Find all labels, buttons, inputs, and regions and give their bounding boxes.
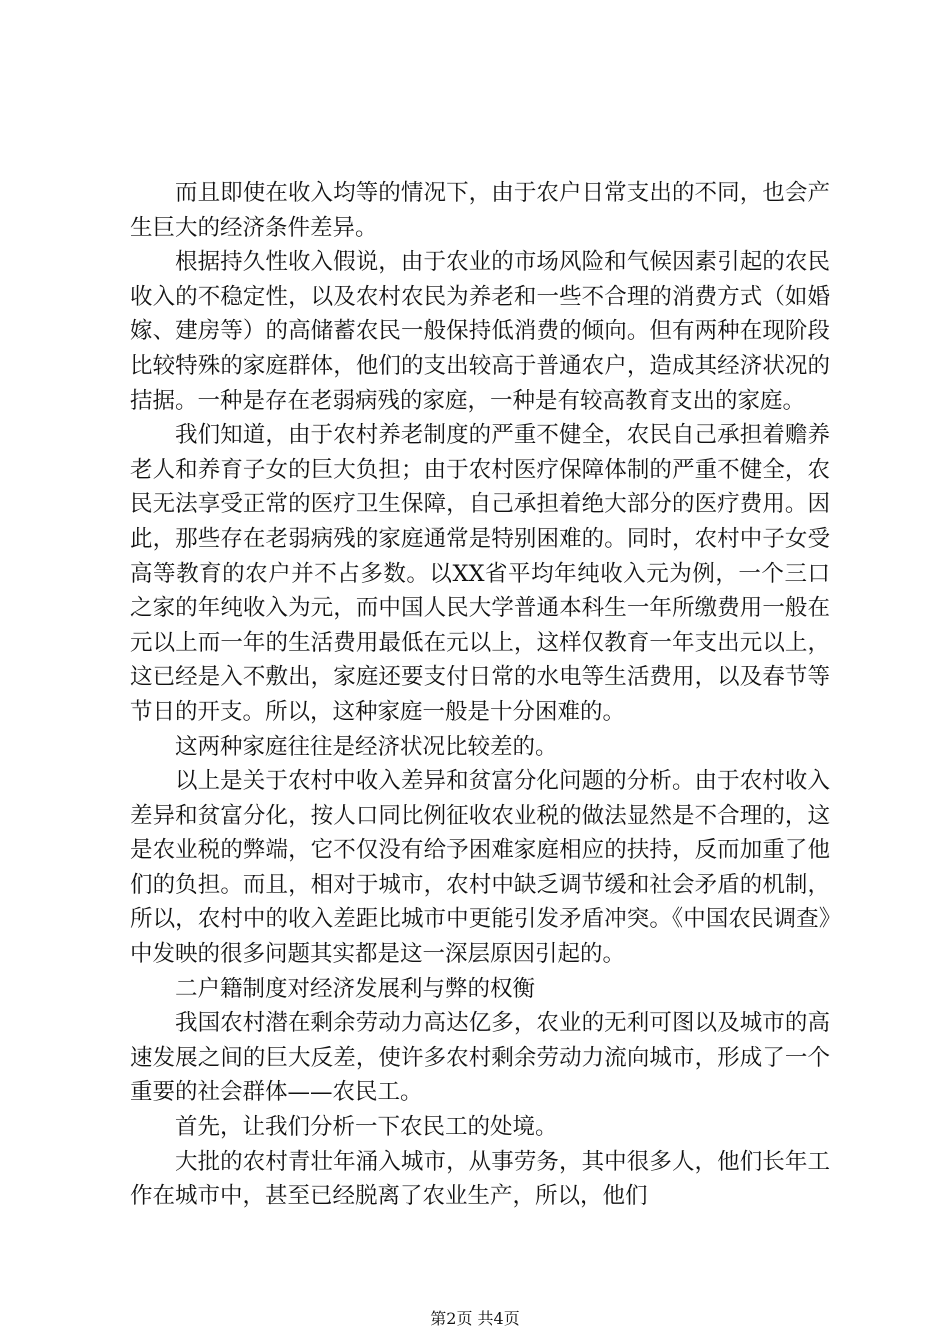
paragraph: 根据持久性收入假说，由于农业的市场风险和气候因素引起的农民收入的不稳定性，以及农村农民为养老和一些不合理的消费方式（如婚嫁、建房等）的高储蓄农民一般保持低消费的倾向。但有两种在现阶段比较特殊的家庭群体，他们的支出较高于普通农户，造成其经济状况的拮据。一种是存在老弱病残的家庭，一种是有较高教育支出的家庭。 xyxy=(130,249,830,414)
paragraph: 而且即使在收入均等的情况下，由于农户日常支出的不同，也会产生巨大的经济条件差异。 xyxy=(130,180,830,241)
document-body xyxy=(130,176,830,1214)
paragraph: 大批的农村青壮年涌入城市，从事劳务，其中很多人，他们长年工作在城市中，甚至已经脱离了农业生产，所以，他们 xyxy=(130,1148,830,1210)
page-footer xyxy=(0,1306,950,1329)
paragraph: 首先，让我们分析一下农民工的处境。 xyxy=(175,1114,558,1141)
paragraph: 以上是关于农村中收入差异和贫富分化问题的分析。由于农村收入差异和贫富分化，按人口同比例征收农业税的做法显然是不合理的，这是农业税的弊端，它不仅没有给予困难家庭相应的扶持，反而加重了他们的负担。而且，相对于城市，农村中缺乏调节缓和社会矛盾的机制，所以，农村中的收入差距比城市中更能引发矛盾冲突。《中国农民调查》中发映的很多问题其实都是这一深层原因引起的。 xyxy=(130,768,830,968)
paragraph: 这两种家庭往往是经济状况比较差的。 xyxy=(175,733,558,760)
section-heading: 二户籍制度对经济发展利与弊的权衡 xyxy=(175,975,536,1002)
paragraph: 我们知道，由于农村养老制度的严重不健全，农民自己承担着赡养老人和养育子女的巨大负担；由于农村医疗保障体制的严重不健全，农民无法享受正常的医疗卫生保障，自己承担着绝大部分的医疗费用。因此，那些存在老弱病残的家庭通常是特别困难的。同时，农村中子女受高等教育的农户并不占多数。以XX省平均年纯收入元为例，一个三口之家的年纯收入为元，而中国人民大学普通本科生一年所缴费用一般在元以上而一年的生活费用最低在元以上，这样仅教育一年支出元以上，这已经是入不敷出，家庭还要支付日常的水电等生活费用，以及春节等节日的开支。所以，这种家庭一般是十分困难的。 xyxy=(130,422,830,725)
page-number: 第2页 共4页 xyxy=(430,1309,520,1328)
paragraph: 我国农村潜在剩余劳动力高达亿多，农业的无利可图以及城市的高速发展之间的巨大反差，使许多农村剩余劳动力流向城市，形成了一个重要的社会群体——农民工。 xyxy=(130,1010,830,1106)
